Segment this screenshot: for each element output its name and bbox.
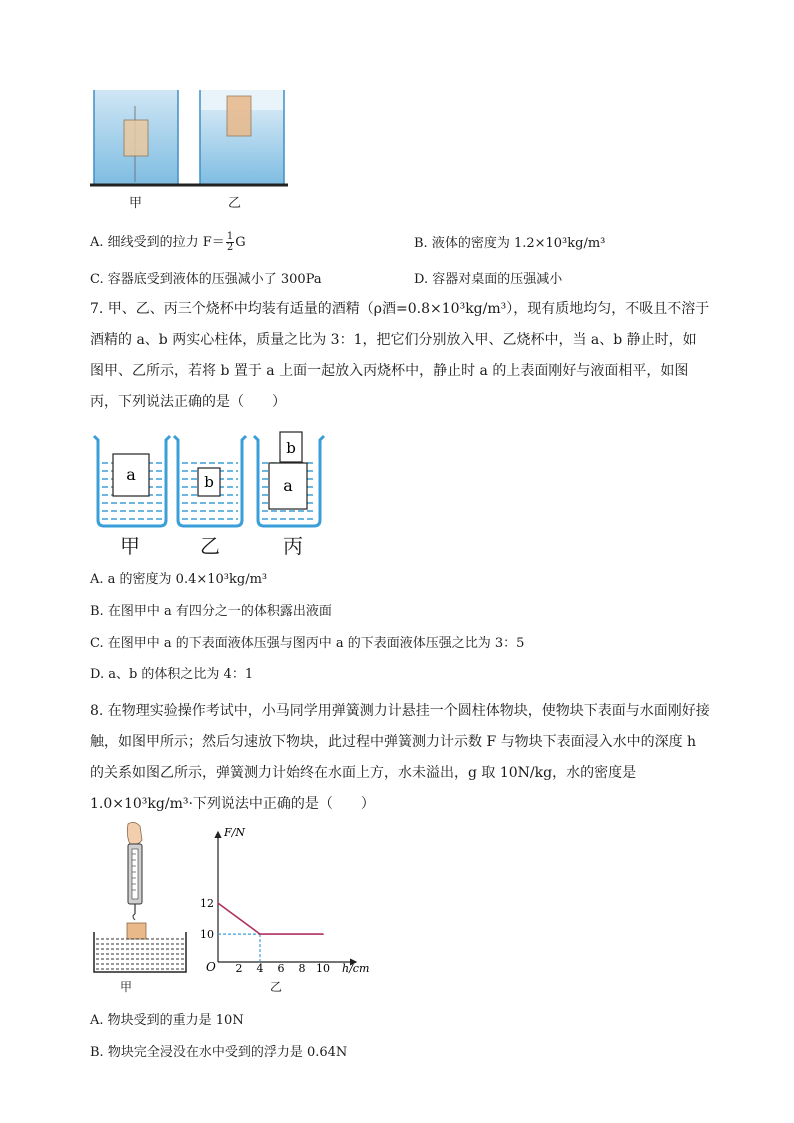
beaker-yi (174, 436, 246, 526)
block-yi (227, 96, 251, 136)
fraction-numerator: 1 (226, 231, 234, 242)
hand-icon (127, 822, 142, 844)
q7-label-bing: 丙 (283, 534, 303, 558)
q6-option-a (90, 232, 246, 253)
q7-option-b: B. 在图甲中 a 有四分之一的体积露出液面 (90, 604, 332, 619)
q7-beakers-figure (90, 428, 340, 530)
data-point-2 (322, 933, 324, 935)
y-tick-label-12: 12 (200, 897, 214, 911)
fraction-one-half (226, 232, 234, 253)
block-jia (124, 120, 148, 156)
q7-option-c: C. 在图甲中 a 的下表面液体压强与图丙中 a 的下表面液体压强之比为 3：5 (90, 636, 525, 651)
q8-label-jia: 甲 (120, 980, 133, 994)
block-b-bing-label: b (286, 439, 296, 457)
q7-label-jia: 甲 (120, 534, 140, 558)
q6-containers-figure (88, 86, 290, 188)
q8-chart-caption: 乙 (270, 980, 283, 994)
x-axis-label: h/cm (342, 962, 370, 975)
q8-chart (196, 826, 376, 994)
q7-label-yi: 乙 (200, 534, 220, 558)
series-line-F-vs-h (218, 903, 323, 934)
q8-stem: 8. 在物理实验操作考试中，小马同学用弹簧测力计悬挂一个圆柱体物块，使物块下表面与水面刚好接触，如图甲所示；然后匀速放下物块，此过程中弹簧测力计示数 F 与物块下表面浸入水中的深度 h 的关系如图乙所示，弹簧测力计始终在水面上方，水未溢出，g 取 10N/kg，水的密度是 1.0×10³kg/m³·下列说法中正确的是（ ） (90, 703, 710, 812)
y-axis-label: F/N (224, 826, 245, 839)
x-tick-label-8: 8 (298, 962, 306, 975)
block-a-bing-label: a (283, 476, 293, 495)
x-tick-label-4: 4 (256, 962, 264, 975)
data-point-0 (217, 902, 219, 904)
q7-option-a: A. a 的密度为 0.4×10³kg/m³ (90, 572, 268, 587)
fraction-denominator: 2 (226, 242, 234, 253)
q8-option-b: B. 物块完全浸没在水中受到的浮力是 0.64N (90, 1045, 348, 1060)
origin-label: O (206, 960, 216, 974)
beaker-bing (254, 432, 324, 526)
q7-stem: 7. 甲、乙、丙三个烧杯中均装有适量的酒精（ρ酒=0.8×10³kg/m³），现有质地均匀，不吸且不溶于酒精的 a、b 两实心柱体，质量之比为 3：1，把它们分别放入甲、乙烧杯中，当 a、b 静止时，如图甲、乙所示，若将 b 置于 a 上面一起放入丙烧杯中，静止时 a 的上表面刚好与液面相平，如图丙，下列说法正确的是（ ） (90, 301, 710, 410)
x-tick-label-2: 2 (235, 962, 243, 975)
q7-option-d: D. a、b 的体积之比为 4：1 (90, 667, 254, 682)
q6-option-d: D. 容器对桌面的压强减小 (414, 272, 563, 287)
q6-option-a-suffix: G (235, 235, 246, 250)
q6-label-yi: 乙 (228, 196, 242, 211)
x-tick-label-6: 6 (277, 962, 285, 975)
q6-option-b: B. 液体的密度为 1.2×10³kg/m³ (414, 236, 606, 251)
block-a-jia-label: a (126, 465, 136, 484)
block-b-yi-label: b (204, 473, 214, 491)
q6-label-jia: 甲 (129, 196, 143, 211)
cylinder-block (127, 923, 146, 939)
q6-option-c: C. 容器底受到液体的压强减小了 300Pa (90, 272, 322, 287)
q8-spring-scale-figure (90, 822, 190, 982)
y-tick-label-10: 10 (200, 928, 214, 942)
q8-option-a: A. 物块受到的重力是 10N (90, 1013, 244, 1028)
beaker-jia (94, 436, 170, 526)
data-point-1 (259, 933, 261, 935)
x-tick-label-10: 10 (316, 962, 330, 975)
q6-option-a-prefix: A. 细线受到的拉力 F＝ (90, 235, 225, 250)
